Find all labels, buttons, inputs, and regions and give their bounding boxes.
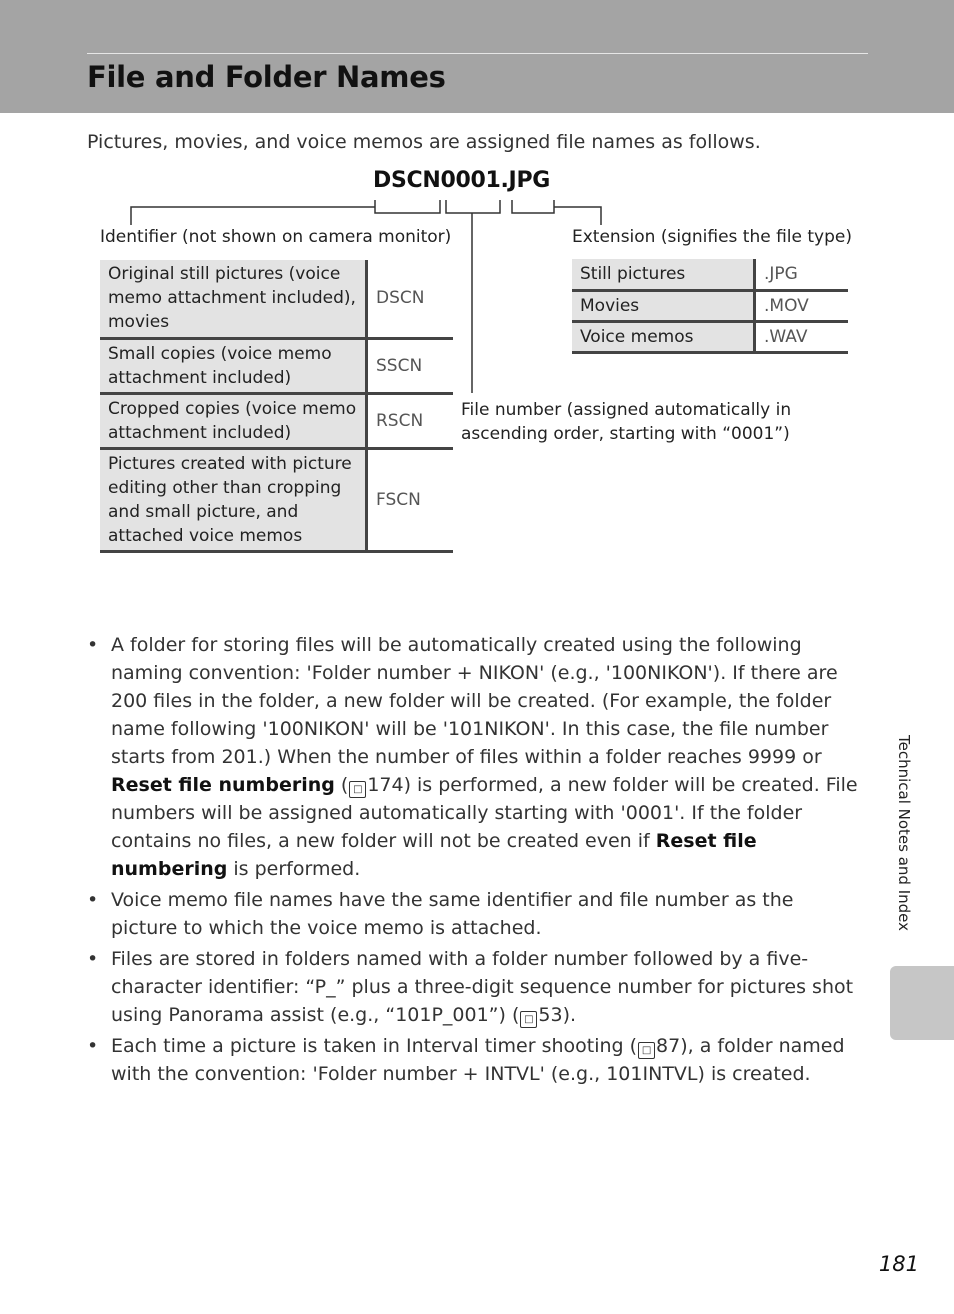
identifier-type: Original still pictures (voice memo attachment included), movies <box>100 260 367 338</box>
page-number: 181 <box>878 1252 919 1276</box>
table-row <box>572 290 848 321</box>
list-item: • Voice memo file names have the same identifier and file number as the picture to which the voice memo is attached. <box>87 886 865 942</box>
page-reference-icon: □ <box>349 781 366 798</box>
identifier-type: Small copies (voice memo attachment included) <box>100 338 367 393</box>
section-tab-label: Technical Notes and Index <box>895 735 913 932</box>
bullet-icon: • <box>87 634 99 656</box>
list-item: • Each time a picture is taken in Interval timer shooting ( □ 87), a folder named with the convention: 'Folder number + INTVL' (e.g., 101INTVL) is created. <box>87 1032 865 1088</box>
bullet-icon: • <box>87 948 99 970</box>
table-row <box>100 448 453 551</box>
extension-label: Extension (signifies the file type) <box>572 227 852 247</box>
bullet-icon: • <box>87 1035 99 1057</box>
file-number-label <box>461 398 791 446</box>
identifier-code: SSCN <box>376 355 423 376</box>
identifier-type: Pictures created with picture editing other than cropping and small picture, and attached voice memos <box>100 448 367 551</box>
section-tab <box>890 966 954 1040</box>
identifier-code: RSCN <box>376 410 424 431</box>
extension-code: .MOV <box>764 295 809 316</box>
intro-text: Pictures, movies, and voice memos are assigned file names as follows. <box>87 131 761 153</box>
identifier-table <box>100 260 453 553</box>
file-number-label-line1: File number (assigned automatically in <box>461 400 792 420</box>
menu-reference: Reset file numbering <box>111 830 757 880</box>
extension-type: Voice memos <box>572 321 755 352</box>
extension-connector <box>554 207 601 225</box>
list-item: • A folder for storing files will be automatically created using the following naming convention: 'Folder number + NIKON' (e.g., '100NIKON'). If there are 200 files in the folder, a new folder will be created. (For example, the folder name following '100NIKON' will be '101NIKON'. In this case, the file number starts from 201.) When the number of files within a folder reaches 9999 or Reset file numbering ( □ 174) is performed, a new folder will be created. File numbers will be assigned automatically starting with '0001'. If the folder contains no files, a new folder will not be created even if Reset file numbering is performed. <box>87 631 865 883</box>
example-filename: DSCN0001.JPG <box>373 168 551 193</box>
page-reference-icon: □ <box>520 1011 537 1028</box>
identifier-connector <box>131 207 375 225</box>
table-row <box>100 338 453 393</box>
page-reference-icon: □ <box>638 1042 655 1059</box>
extension-code: .WAV <box>764 326 808 347</box>
table-row <box>572 321 848 352</box>
list-item: • Files are stored in folders named with a folder number followed by a five-character identifier: “P_” plus a three-digit sequence number for pictures shot using Panorama assist (e.g., “101P_001”) ( □ 53). <box>87 945 865 1029</box>
menu-reference: Reset file numbering <box>111 774 335 796</box>
extension-type: Movies <box>572 290 755 321</box>
extension-bracket <box>512 200 554 213</box>
extension-table <box>572 259 848 354</box>
page-title: File and Folder Names <box>87 60 446 94</box>
identifier-label: Identifier (not shown on camera monitor) <box>100 227 452 247</box>
extension-code: .JPG <box>764 263 798 284</box>
page-reference: 174 <box>367 774 404 796</box>
notes-list <box>87 631 865 1091</box>
table-row <box>100 260 453 338</box>
file-number-label-line2: ascending order, starting with “0001”) <box>461 424 790 444</box>
identifier-code: FSCN <box>376 489 421 510</box>
identifier-type: Cropped copies (voice memo attachment included) <box>100 393 367 448</box>
identifier-bracket <box>375 200 440 213</box>
extension-type: Still pictures <box>572 259 755 290</box>
table-row <box>100 393 453 448</box>
page-reference: 87 <box>656 1035 681 1057</box>
identifier-code: DSCN <box>376 288 425 309</box>
number-bracket <box>446 200 500 213</box>
page-reference: 53 <box>538 1004 563 1026</box>
table-row <box>572 259 848 290</box>
bullet-icon: • <box>87 889 99 911</box>
